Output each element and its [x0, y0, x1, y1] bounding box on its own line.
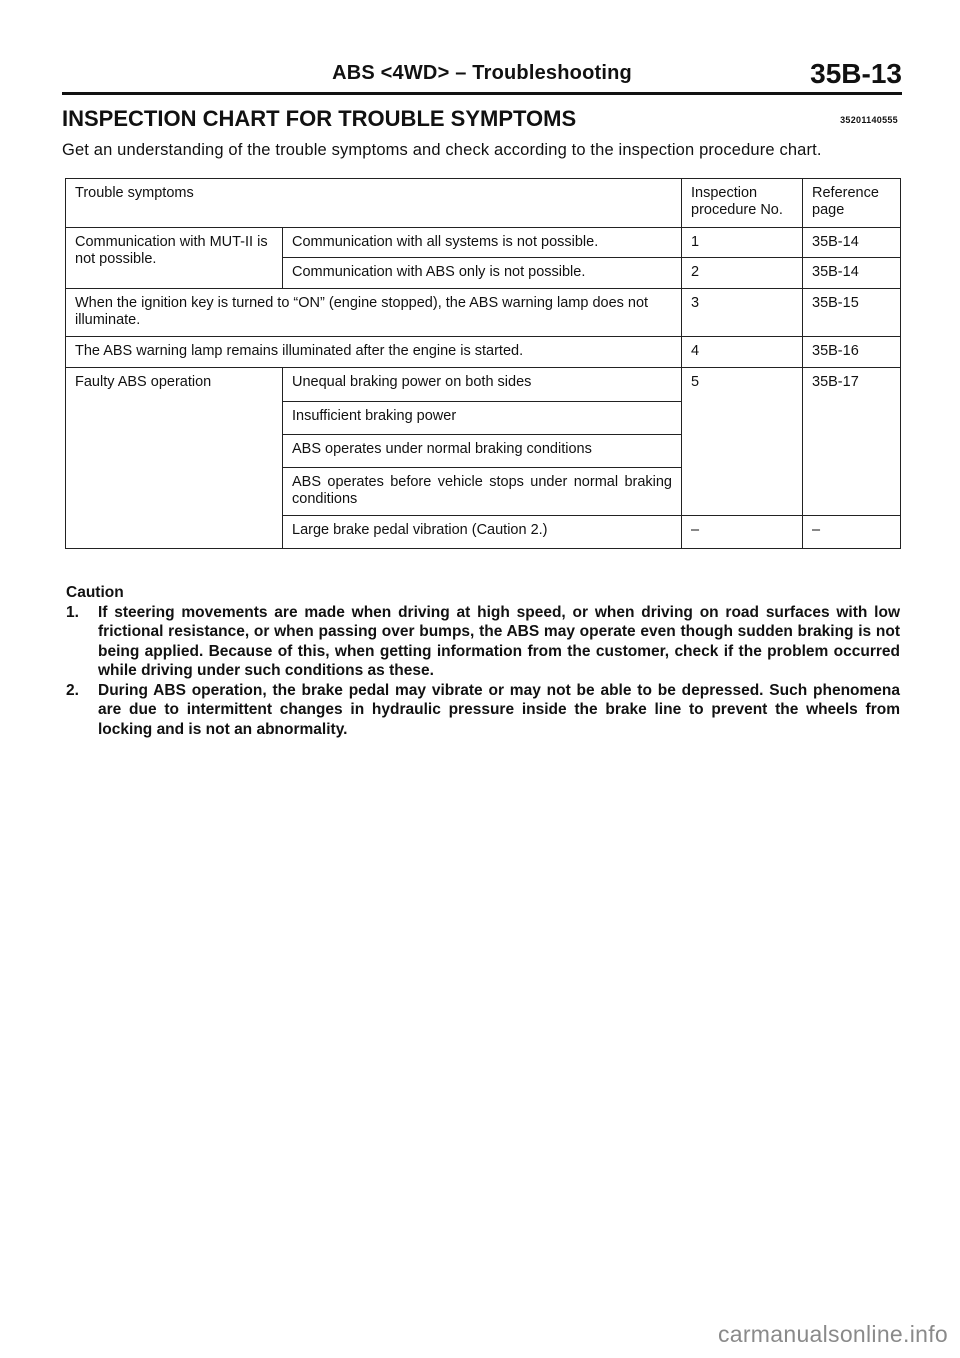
- reference-cell: 35B-16: [803, 337, 901, 368]
- reference-cell: 35B-17: [803, 368, 901, 516]
- header-title: ABS <4WD> – Troubleshooting: [332, 62, 632, 84]
- group-communication: Communication with MUT-II is not possible.: [66, 228, 283, 289]
- symptom-cell: ABS operates under normal braking conditions: [283, 435, 682, 468]
- caution-item: [66, 681, 900, 740]
- procedure-cell: 2: [682, 258, 803, 289]
- header-procedure: Inspection procedure No.: [682, 179, 803, 228]
- table-header-row: [66, 179, 901, 228]
- symptom-cell: Insufficient braking power: [283, 402, 682, 435]
- watermark: carmanualsonline.info: [717, 1321, 948, 1347]
- inspection-chart-table: [65, 178, 901, 549]
- page-number: 35B-13: [810, 58, 902, 89]
- reference-cell: 35B-14: [803, 228, 901, 258]
- table-row: [66, 228, 901, 258]
- caution-item-number: 2.: [66, 681, 79, 699]
- reference-cell: 35B-15: [803, 289, 901, 337]
- caution-item-text: During ABS operation, the brake pedal may vibrate or may not be able to be depressed. Such phenomena are due to intermittent changes in hydraulic pressure inside the brake line to prevent the wheels from locking and is not an abnormality.: [98, 681, 900, 738]
- symptom-cell: Unequal braking power on both sides: [283, 368, 682, 402]
- procedure-cell: 5: [682, 368, 803, 516]
- symptom-cell: Large brake pedal vibration (Caution 2.): [283, 516, 682, 549]
- procedure-cell: 1: [682, 228, 803, 258]
- symptom-cell: When the ignition key is turned to “ON” (engine stopped), the ABS warning lamp does not illuminate.: [66, 289, 682, 337]
- caution-title: Caution: [66, 584, 124, 601]
- symptom-cell: The ABS warning lamp remains illuminated after the engine is started.: [66, 337, 682, 368]
- caution-item-number: 1.: [66, 603, 79, 621]
- procedure-cell: 4: [682, 337, 803, 368]
- table-row: [66, 337, 901, 368]
- symptom-cell: Communication with ABS only is not possible.: [283, 258, 682, 289]
- page-header: [62, 58, 902, 95]
- reference-cell: –: [803, 516, 901, 549]
- header-symptoms: Trouble symptoms: [66, 179, 682, 228]
- caution-item: [66, 603, 900, 681]
- procedure-cell: –: [682, 516, 803, 549]
- table-row: [66, 368, 901, 402]
- caution-item-text: If steering movements are made when driving at high speed, or when driving on road surfaces with low frictional resistance, or when passing over bumps, the ABS may operate even though sudden braking is not being applied. Because of this, when getting information from the customer, check if the problem occurred while driving under such conditions as these.: [98, 603, 900, 679]
- section-title: INSPECTION CHART FOR TROUBLE SYMPTOMS: [62, 106, 577, 131]
- table-row: [66, 289, 901, 337]
- group-faulty-abs: Faulty ABS operation: [66, 368, 283, 549]
- reference-cell: 35B-14: [803, 258, 901, 289]
- intro-text: Get an understanding of the trouble symptoms and check according to the inspection procedure chart.: [62, 141, 822, 159]
- symptom-cell: ABS operates before vehicle stops under normal braking conditions: [283, 468, 682, 516]
- symptom-cell: Communication with all systems is not possible.: [283, 228, 682, 258]
- caution-block: [66, 583, 900, 739]
- procedure-cell: 3: [682, 289, 803, 337]
- header-reference: Reference page: [803, 179, 901, 228]
- section-code: 35201140555: [840, 115, 898, 125]
